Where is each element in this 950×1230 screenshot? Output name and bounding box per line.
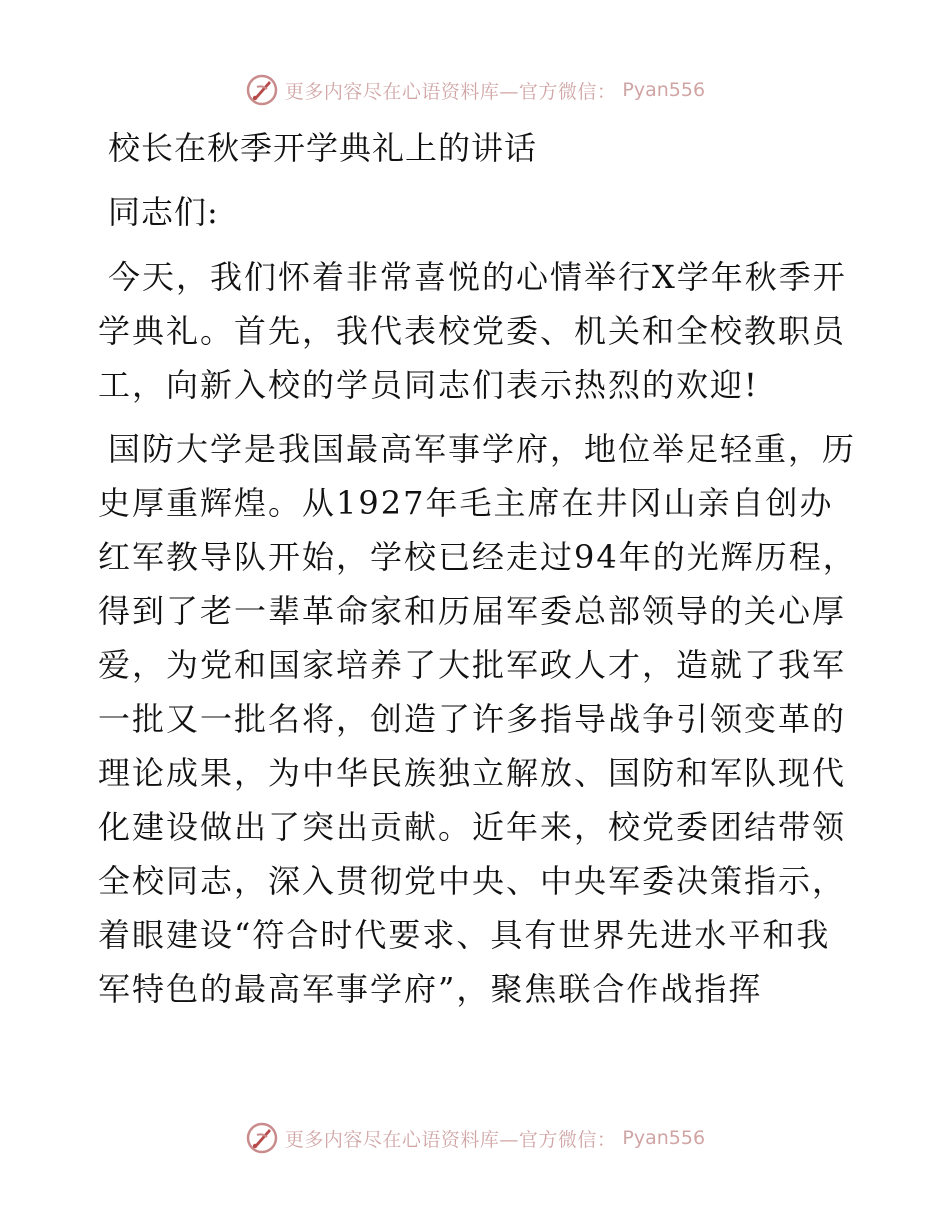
paragraph: 国防大学是我国最高军事学府，地位举足轻重，历史厚重辉煌。从1927年毛主席在井冈山亲自创办红军教导队开始，学校已经走过94年的光辉历程，得到了老一辈革命家和历届军委总部领导的关心厚爱，为党和国家培养了大批军政人才，造就了我军一批又一批名将，创造了许多指导战争引领变革的理论成果，为中华民族独立解放、国防和军队现代化建设做出了突出贡献。近年来，校党委团结带领全校同志，深入贯彻党中央、中央军委决策指示，着眼建设“符合时代要求、具有世界先进水平和我军特色的最高军事学府”，聚焦联合作战指挥 — [98, 430, 857, 1008]
banner-text: 更多内容尽在心语资料库—官方微信： — [284, 1128, 617, 1151]
header-banner — [0, 70, 950, 110]
feather-pen-logo-icon — [245, 1121, 279, 1155]
footer-banner — [0, 1118, 950, 1158]
salutation: 同志们: — [108, 193, 219, 231]
banner-wechat-id: Pyan556 — [622, 1127, 706, 1149]
document-title: 校长在秋季开学典礼上的讲话 — [108, 129, 538, 167]
document-body — [98, 122, 858, 1026]
banner-text: 更多内容尽在心语资料库—官方微信： — [284, 80, 617, 103]
paragraph: 今天，我们怀着非常喜悦的心情举行X学年秋季开学典礼。首先，我代表校党委、机关和全校教职员工，向新入校的学员同志们表示热烈的欢迎! — [98, 258, 847, 404]
feather-pen-logo-icon — [245, 73, 279, 107]
banner-wechat-id: Pyan556 — [622, 79, 706, 101]
